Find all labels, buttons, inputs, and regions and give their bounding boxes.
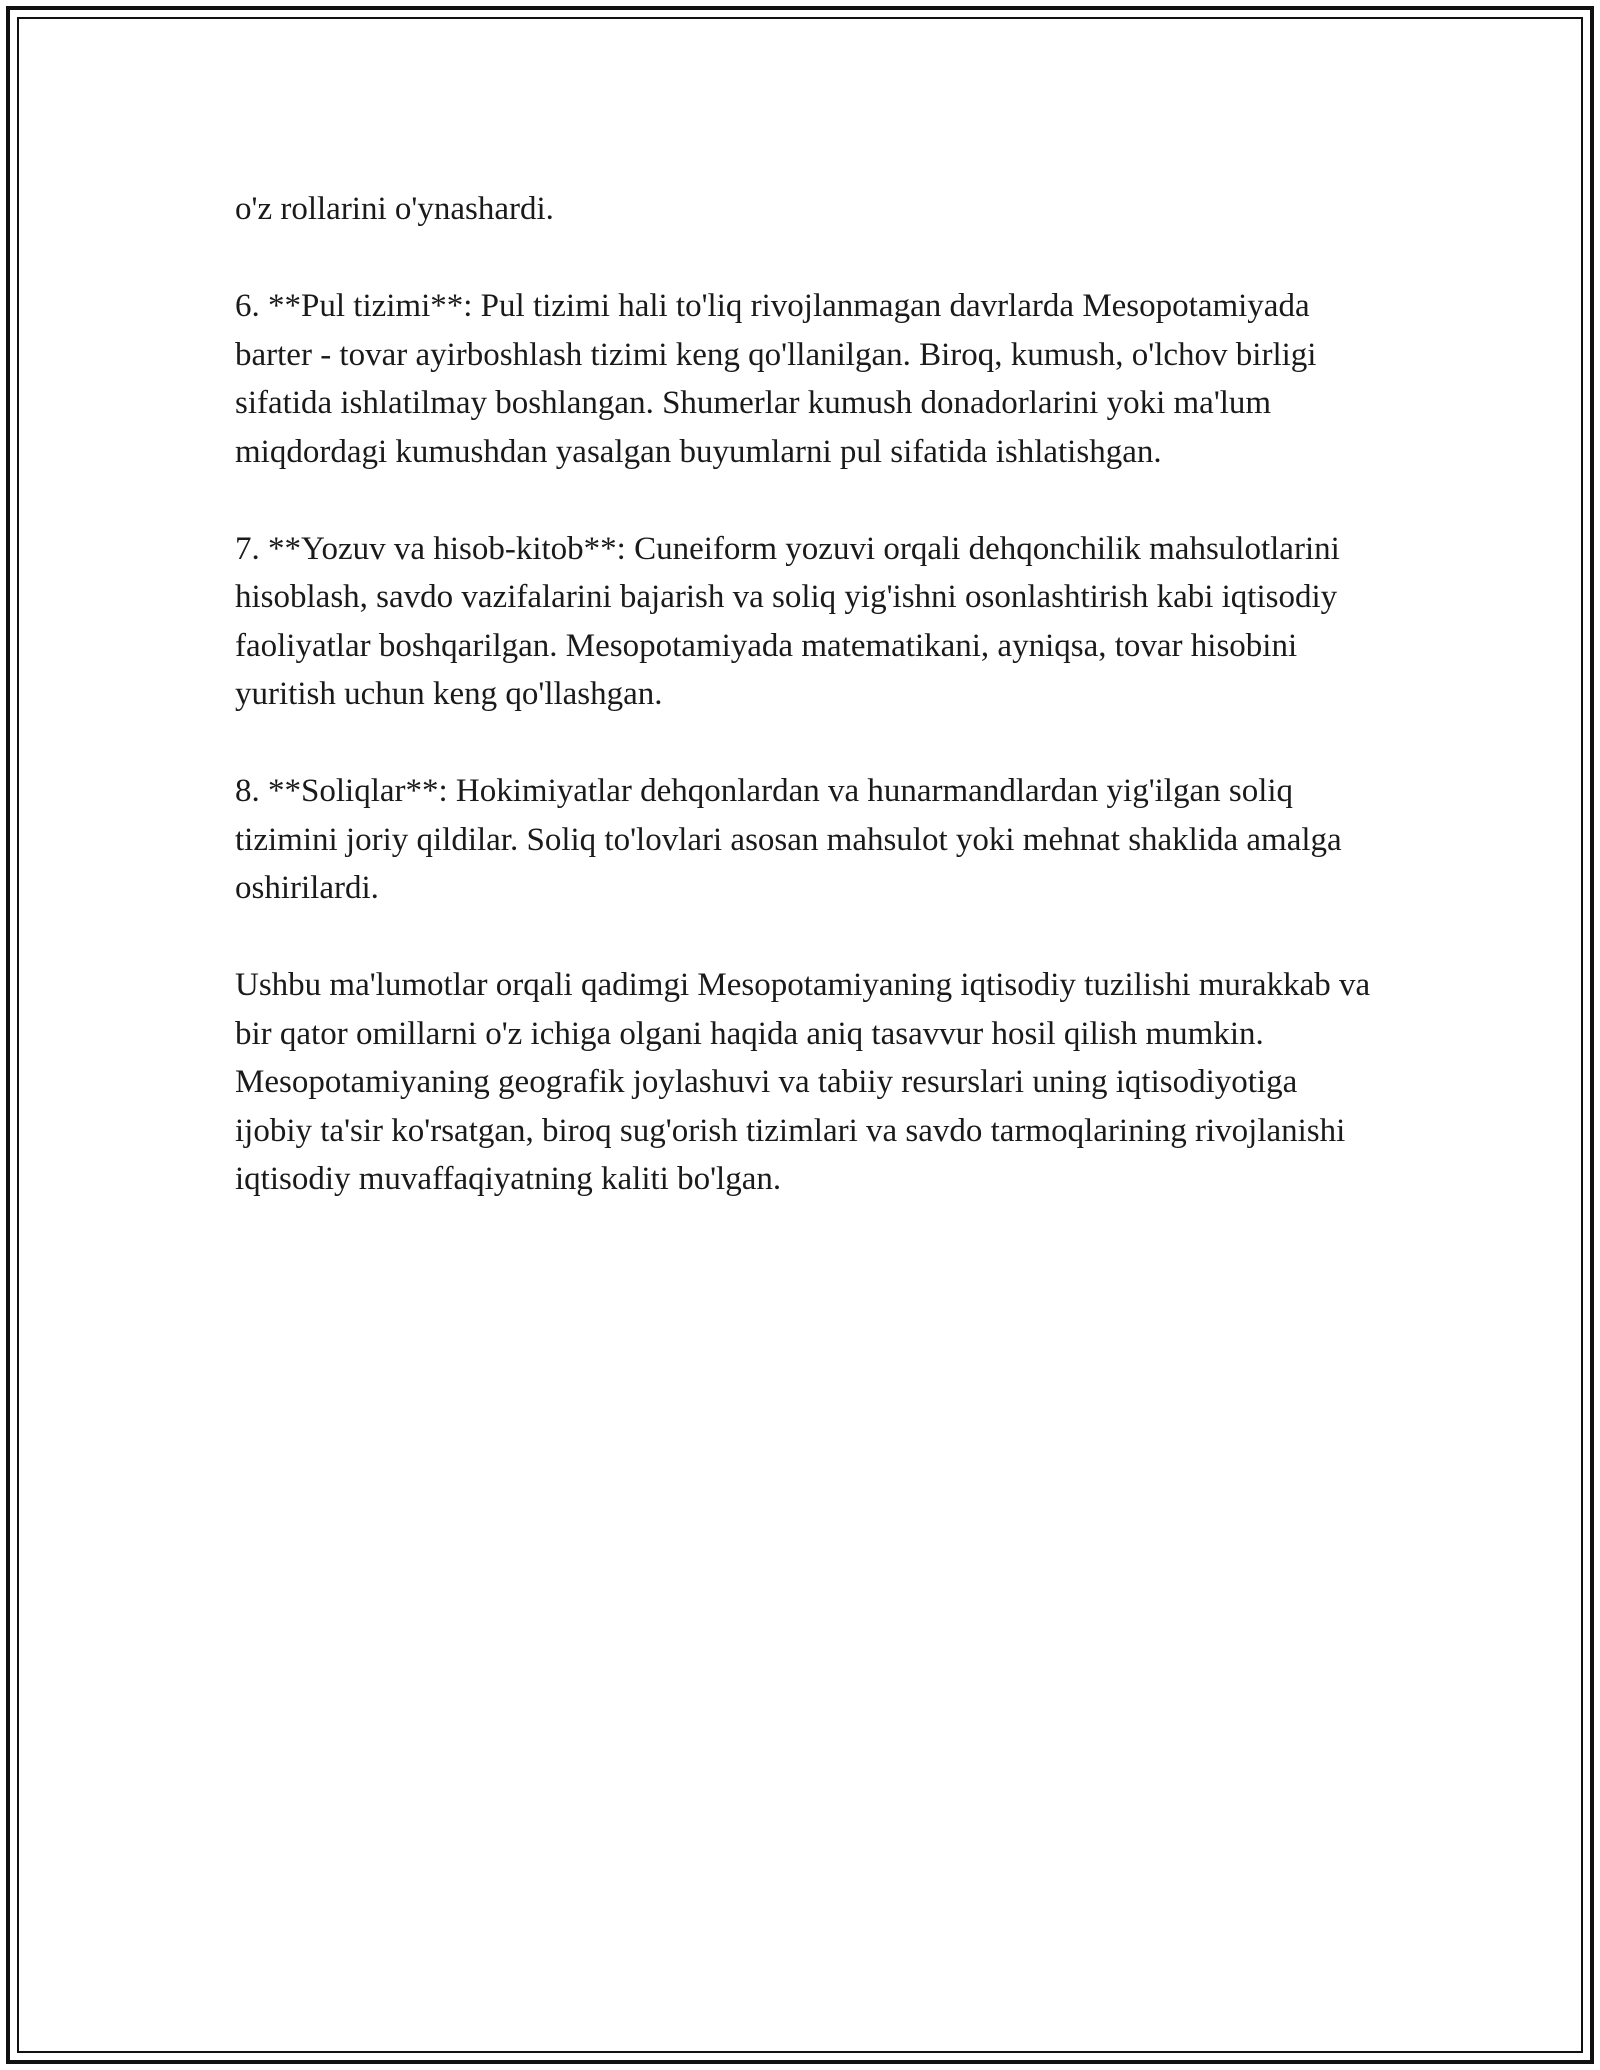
paragraph-pul-tizimi: 6. **Pul tizimi**: Pul tizimi hali to'liq rivojlanmagan davrlarda Mesopotamiyada barter - tovar ayirboshlash tizimi keng qo'llanilgan. Biroq, kumush, o'lchov birligi sifatida ishlatilmay boshlangan. Shumerlar kumush donadorlarini yoki ma'lum miqdordagi kumushdan yasalgan buyumlarni pul sifatida ishlatishgan. [235, 288, 1317, 470]
paragraph-continuation: o'z rollarini o'ynashardi. [235, 191, 554, 227]
paragraph-conclusion: Ushbu ma'lumotlar orqali qadimgi Mesopotamiyaning iqtisodiy tuzilishi murakkab va bir qator omillarni o'z ichiga olgani haqida aniq tasavvur hosil qilish mumkin. Mesopotamiyaning geografik joylashuvi va tabiiy resurslari uning iqtisodiyotiga ijobiy ta'sir ko'rsatgan, biroq sug'orish tizimlari va savdo tarmoqlarining rivojlanishi iqtisodiy muvaffaqiyatning kaliti bo'lgan. [235, 967, 1371, 1197]
paragraph-yozuv-hisob-kitob: 7. **Yozuv va hisob-kitob**: Cuneiform yozuvi orqali dehqonchilik mahsulotlarini hisoblash, savdo vazifalarini bajarish va soliq yig'ishni osonlashtirish kabi iqtisodiy faoliyatlar boshqarilgan. Mesopotamiyada matematikani, ayniqsa, tovar hisobini yuritish uchun keng qo'llashgan. [235, 530, 1340, 712]
paragraph-soliqlar: 8. **Soliqlar**: Hokimiyatlar dehqonlardan va hunarmandlardan yig'ilgan soliq tizimini joriy qildilar. Soliq to'lovlari asosan mahsulot yoki mehnat shaklida amalga oshirilardi. [235, 773, 1342, 906]
document-body [235, 185, 1375, 1252]
